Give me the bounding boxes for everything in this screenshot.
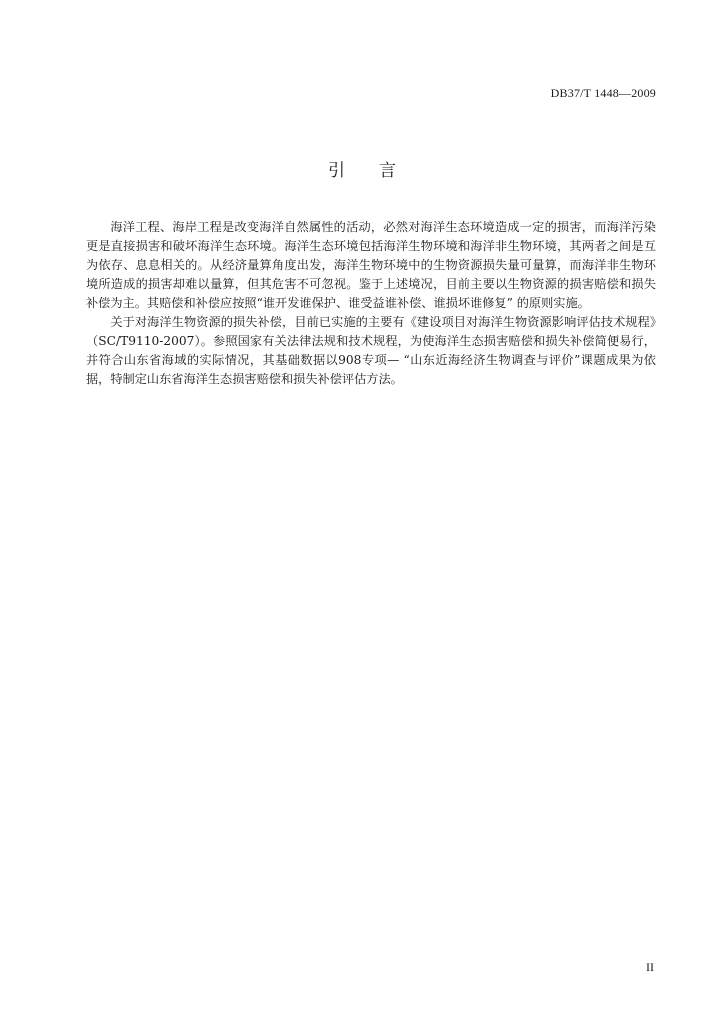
page-title (0, 156, 724, 181)
page-number: II (646, 960, 654, 974)
title-char-2: 言 (379, 161, 396, 181)
title-char-1: 引 (328, 161, 345, 181)
body-text (86, 218, 656, 389)
standard-code: DB37/T 1448—2009 (550, 86, 656, 100)
paragraph: 海洋工程、海岸工程是改变海洋自然属性的活动，必然对海洋生态环境造成一定的损害，而海洋污染更是直接损害和破坏海洋生态环境。海洋生态环境包括海洋生物环境和海洋非生物环境，其两者之间是互为依存、息息相关的。从经济量算角度出发，海洋生物环境中的生物资源损失量可量算，而海洋非生物环境所造成的损害却难以量算，但其危害不可忽视。鉴于上述境况，目前主要以生物资源的损害赔偿和损失补偿为主。其赔偿和补偿应按照“谁开发谁保护、谁受益谁补偿、谁损坏谁修复” 的原则实施。 (86, 220, 656, 310)
paragraph: 关于对海洋生物资源的损失补偿，目前已实施的主要有《建设项目对海洋生物资源影响评估技术规程》（SC/T9110-2007）。参照国家有关法律法规和技术规程，为使海洋生态损害赔偿和损失补偿简便易行，并符合山东省海域的实际情况，其基础数据以908专项— “山东近海经济生物调查与评价”课题成果为依据，特制定山东省海洋生态损害赔偿和损失补偿评估方法。 (86, 315, 656, 386)
